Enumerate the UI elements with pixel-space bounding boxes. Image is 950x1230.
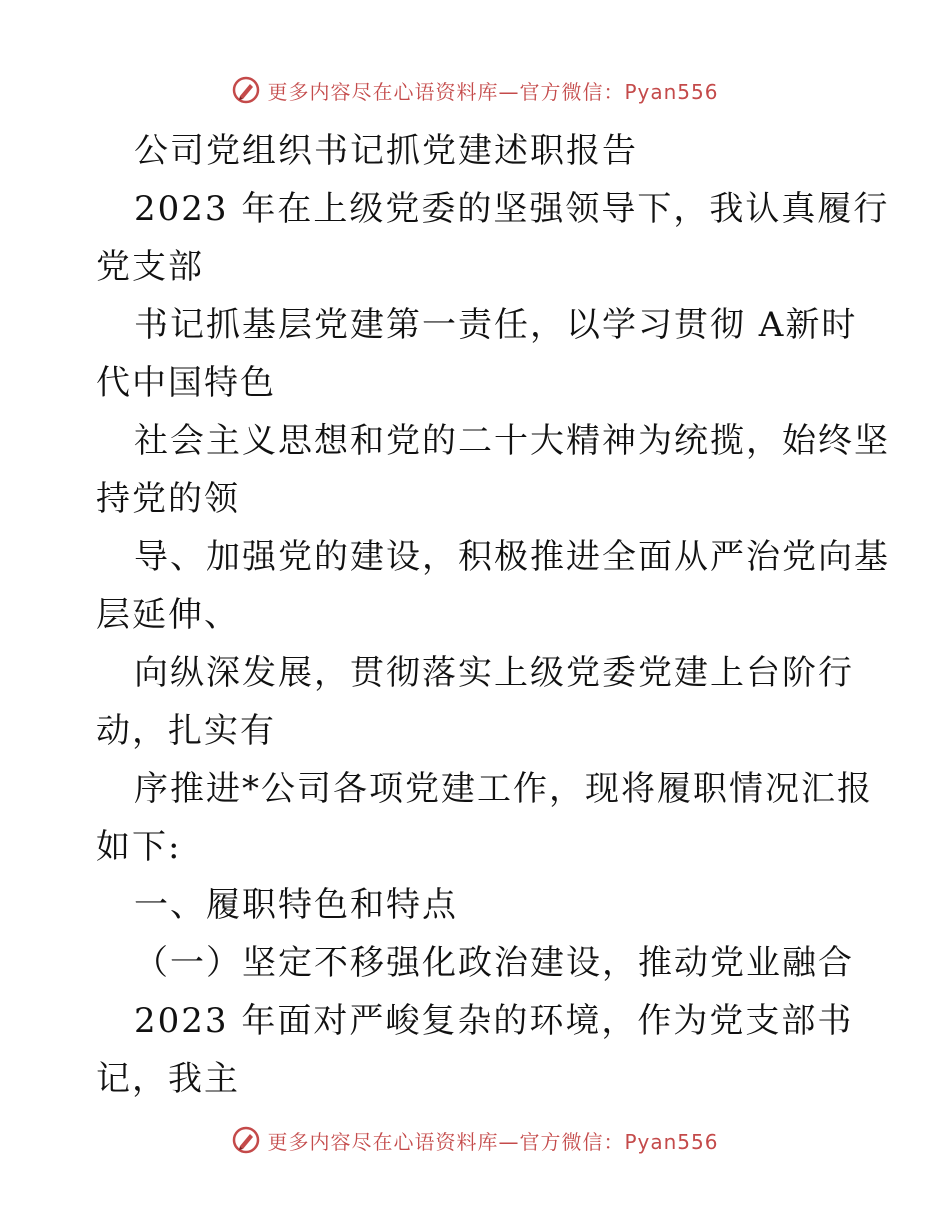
doc-title: 公司党组织书记抓党建述职报告 — [134, 131, 638, 171]
doc-line: 记，我主 — [96, 1059, 240, 1099]
doc-line: 2023 年在上级党委的坚强领导下，我认真履行 — [134, 189, 890, 229]
section-heading: 一、履职特色和特点 — [134, 885, 458, 925]
doc-line: 导、加强党的建设，积极推进全面从严治党向基 — [134, 537, 890, 577]
watermark-text: 更多内容尽在心语资料库—官方微信：Pyan556 — [267, 1129, 719, 1154]
doc-line: 持党的领 — [96, 479, 240, 519]
subsection-heading: （一）坚定不移强化政治建设，推动党业融合 — [134, 943, 854, 983]
doc-line: 代中国特色 — [96, 363, 276, 403]
document-body — [96, 122, 890, 1108]
doc-line: 书记抓基层党建第一责任，以学习贯彻 A新时 — [134, 305, 858, 345]
doc-line: 序推进*公司各项党建工作，现将履职情况汇报 — [134, 769, 873, 809]
watermark-footer — [0, 1120, 950, 1160]
doc-line: 2023 年面对严峻复杂的环境，作为党支部书 — [134, 1001, 854, 1041]
pen-logo-icon — [231, 75, 261, 105]
watermark-header — [0, 70, 950, 110]
doc-line: 向纵深发展，贯彻落实上级党委党建上台阶行 — [134, 653, 854, 693]
doc-line: 如下: — [96, 827, 182, 867]
doc-line: 动，扎实有 — [96, 711, 276, 751]
doc-line: 社会主义思想和党的二十大精神为统揽，始终坚 — [134, 421, 890, 461]
watermark-text: 更多内容尽在心语资料库—官方微信：Pyan556 — [267, 79, 719, 104]
doc-line: 党支部 — [96, 247, 204, 287]
doc-line: 层延伸、 — [96, 595, 240, 635]
pen-logo-icon — [231, 1125, 261, 1155]
